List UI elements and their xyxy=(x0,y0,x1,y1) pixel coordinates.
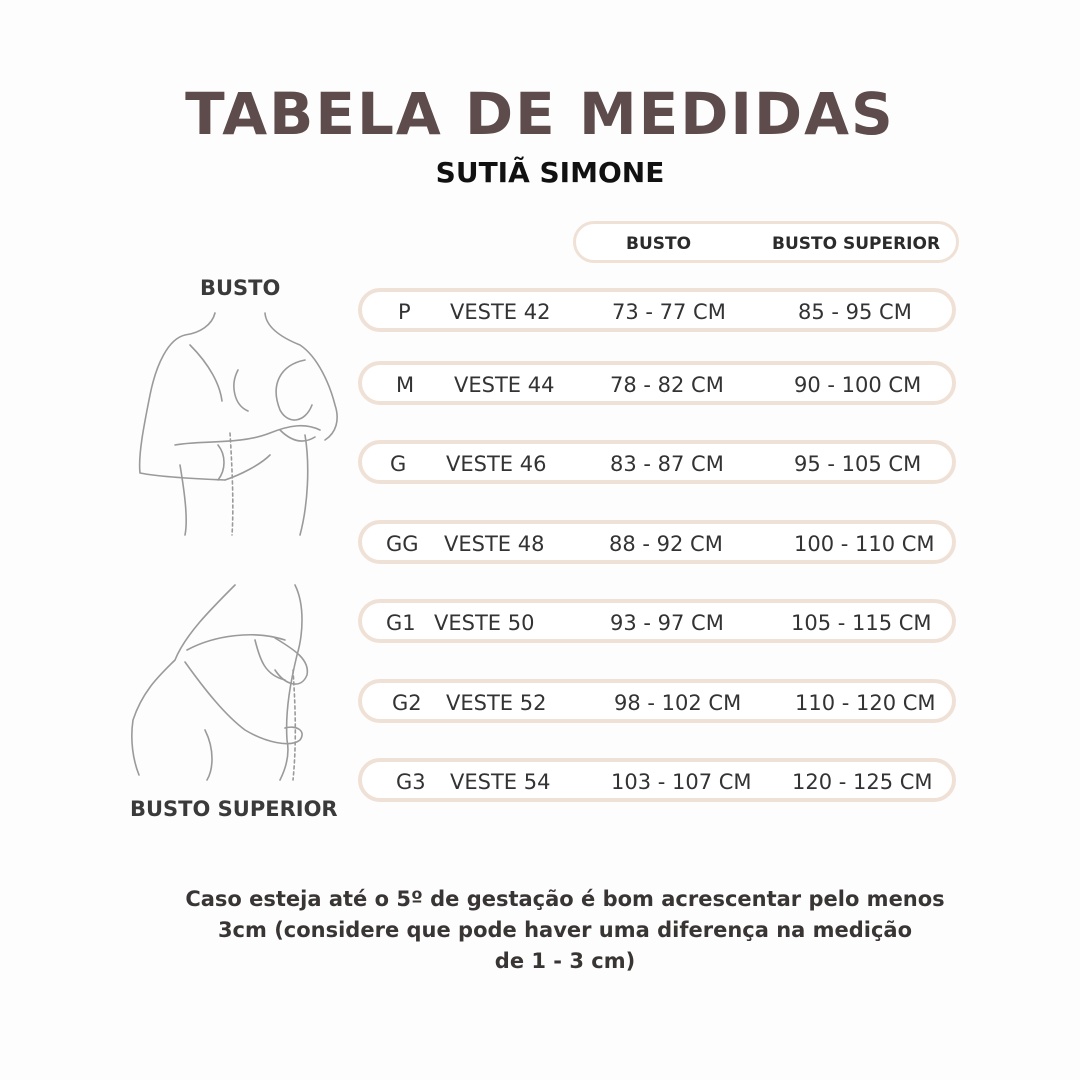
veste-label: VESTE 54 xyxy=(450,770,551,794)
table-row xyxy=(358,520,956,564)
table-row xyxy=(358,679,956,723)
busto-superior-value: 95 - 105 CM xyxy=(794,452,922,476)
busto-value: 88 - 92 CM xyxy=(609,532,723,556)
busto-superior-value: 100 - 110 CM xyxy=(794,532,935,556)
veste-label: VESTE 44 xyxy=(454,373,555,397)
header-busto: BUSTO xyxy=(626,234,692,254)
pregnancy-note xyxy=(150,884,980,977)
size-label: G xyxy=(390,452,407,476)
note-line-2: 3cm (considere que pode haver uma diferença na medição xyxy=(217,918,913,942)
busto-value: 78 - 82 CM xyxy=(610,373,724,397)
bust-measure-illustration-icon xyxy=(130,305,350,540)
busto-value: 73 - 77 CM xyxy=(612,300,726,324)
busto-value: 83 - 87 CM xyxy=(610,452,724,476)
veste-label: VESTE 52 xyxy=(446,691,547,715)
note-line-1: Caso esteja até o 5º de gestação é bom acrescentar pelo menos xyxy=(185,887,945,911)
veste-label: VESTE 48 xyxy=(444,532,545,556)
busto-superior-value: 110 - 120 CM xyxy=(795,691,936,715)
page-subtitle: SUTIÃ SIMONE xyxy=(435,156,665,189)
header-busto-superior: BUSTO SUPERIOR xyxy=(772,234,941,254)
busto-value: 103 - 107 CM xyxy=(611,770,752,794)
size-label: P xyxy=(398,300,411,324)
underbust-measure-illustration-icon xyxy=(125,580,325,785)
size-label: G2 xyxy=(392,691,422,715)
busto-value: 93 - 97 CM xyxy=(610,611,724,635)
table-row xyxy=(358,361,956,405)
busto-superior-value: 85 - 95 CM xyxy=(798,300,912,324)
busto-superior-value: 120 - 125 CM xyxy=(792,770,933,794)
busto-superior-value: 105 - 115 CM xyxy=(791,611,932,635)
table-row xyxy=(358,440,956,484)
table-row xyxy=(358,599,956,643)
veste-label: VESTE 42 xyxy=(450,300,551,324)
note-line-3: de 1 - 3 cm) xyxy=(494,949,636,973)
table-row xyxy=(358,288,956,332)
veste-label: VESTE 46 xyxy=(446,452,547,476)
size-label: M xyxy=(396,373,415,397)
table-row xyxy=(358,758,956,802)
veste-label: VESTE 50 xyxy=(434,611,535,635)
busto-superior-value: 90 - 100 CM xyxy=(794,373,922,397)
size-label: G3 xyxy=(396,770,426,794)
table-header xyxy=(573,221,959,263)
figure-label-busto: BUSTO xyxy=(200,276,281,300)
busto-value: 98 - 102 CM xyxy=(614,691,742,715)
size-label: GG xyxy=(386,532,419,556)
page-title: TABELA DE MEDIDAS xyxy=(185,80,895,148)
size-label: G1 xyxy=(386,611,416,635)
figure-label-busto-superior: BUSTO SUPERIOR xyxy=(130,797,338,821)
